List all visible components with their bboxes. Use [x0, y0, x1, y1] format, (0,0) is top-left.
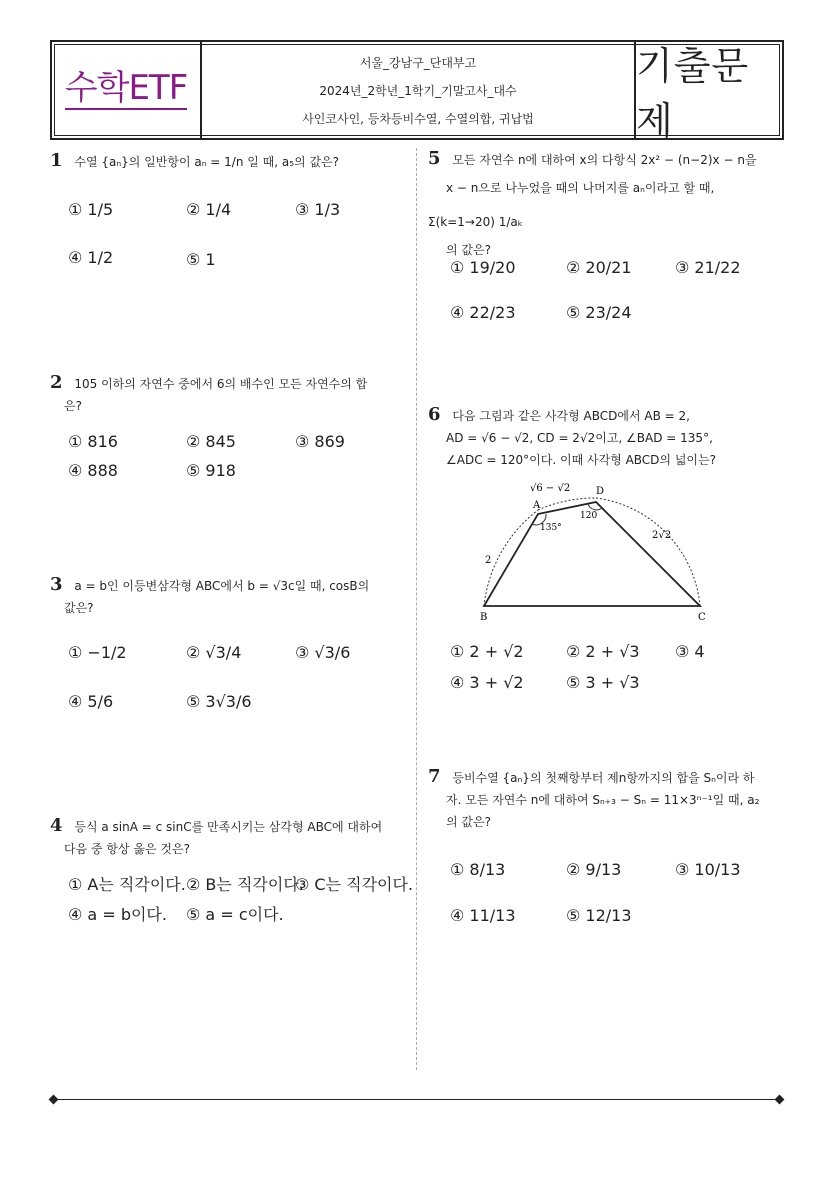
title-cell: [634, 42, 782, 143]
question-number: 4: [50, 815, 63, 836]
choice-3[interactable]: ③ 869: [295, 432, 345, 451]
question-text-line1: 105 이하의 자연수 중에서 6의 배수인 모든 자연수의 합: [74, 377, 368, 391]
label-b: B: [480, 612, 488, 623]
choice-3[interactable]: ③ 4: [675, 642, 705, 661]
choice-4[interactable]: ④ 11/13: [450, 906, 516, 925]
exam-name: 2024년_2학년_1학기_기말고사_대수: [319, 83, 517, 98]
choice-1[interactable]: ① A는 직각이다.: [68, 875, 186, 894]
label-c: C: [698, 612, 706, 623]
choice-5[interactable]: ⑤ a = c이다.: [186, 905, 284, 924]
question-text-line1: a = b인 이등변삼각형 ABC에서 b = √3c일 때, cosB의: [74, 579, 370, 593]
choice-5[interactable]: ⑤ 918: [186, 461, 236, 480]
exam-header: [50, 40, 784, 143]
choice-3[interactable]: ③ 10/13: [675, 860, 741, 879]
question-text-line3: 의 값은?: [446, 815, 491, 829]
choice-4[interactable]: ④ 1/2: [68, 248, 114, 267]
label-angle-d: 120: [580, 511, 598, 521]
question-number: 2: [50, 372, 63, 393]
choice-3[interactable]: ③ 1/3: [295, 200, 341, 219]
label-ad: √6 − √2: [530, 483, 571, 494]
choice-5[interactable]: ⑤ 23/24: [566, 303, 632, 322]
choice-3[interactable]: ③ 21/22: [675, 258, 741, 277]
choice-1[interactable]: ① 1/5: [68, 200, 114, 219]
choice-1[interactable]: ① 2 + √2: [450, 642, 524, 661]
label-d: D: [596, 486, 605, 497]
question-7: [428, 766, 778, 833]
choice-1[interactable]: ① 8/13: [450, 860, 506, 879]
question-4: [50, 815, 400, 860]
choice-2[interactable]: ② 2 + √3: [566, 642, 640, 661]
question-text-line1: 다음 그림과 같은 사각형 ABCD에서 AB = 2,: [452, 409, 690, 423]
question-6: [428, 404, 778, 471]
label-cd: 2√2: [652, 530, 672, 541]
choice-5[interactable]: ⑤ 1: [186, 250, 216, 269]
choice-4[interactable]: ④ 5/6: [68, 692, 114, 711]
question-text-line1: 모든 자연수 n에 대하여 x의 다항식 2x² − (n−2)x − n을: [452, 153, 757, 167]
choice-5[interactable]: ⑤ 12/13: [566, 906, 632, 925]
brand-logo: [52, 42, 200, 138]
question-text-line2: AD = √6 − √2, CD = 2√2이고, ∠BAD = 135°,: [446, 431, 713, 445]
question-number: 7: [428, 766, 441, 787]
choice-2[interactable]: ② 1/4: [186, 200, 232, 219]
question-number: 6: [428, 404, 441, 425]
question-text-line2: x − n으로 나누었을 때의 나머지를 aₙ이라고 할 때, Σ(k=1→20) 1/aₖ: [428, 181, 715, 229]
logo-text: 수학ETF: [64, 68, 188, 109]
question-text-line1: 등식 a sinA = c sinC를 만족시키는 삼각형 ABC에 대하여: [74, 820, 383, 834]
choice-1[interactable]: ① 19/20: [450, 258, 516, 277]
question-text-line2: 은?: [64, 399, 82, 413]
choice-3[interactable]: ③ C는 직각이다.: [295, 875, 414, 894]
choice-5[interactable]: ⑤ 3√3/6: [186, 692, 252, 711]
choice-4[interactable]: ④ a = b이다.: [68, 905, 167, 924]
school-name: 서울_강남구_단대부고: [359, 55, 477, 70]
question-2: [50, 372, 395, 417]
exam-topics: 사인코사인, 등차등비수열, 수열의합, 귀납법: [302, 111, 534, 126]
question-text-line1: 등비수열 {aₙ}의 첫째항부터 제n항까지의 합을 Sₙ이라 하: [452, 771, 755, 785]
question-number: 5: [428, 148, 441, 169]
choice-4[interactable]: ④ 888: [68, 461, 118, 480]
question-5: [428, 148, 778, 261]
choice-3[interactable]: ③ √3/6: [295, 643, 351, 662]
question-text: 수열 {aₙ}의 일반항이 aₙ = 1/n 일 때, a₅의 값은?: [74, 155, 340, 169]
question-text-line2: 다음 중 항상 옳은 것은?: [64, 842, 190, 856]
choice-2[interactable]: ② 20/21: [566, 258, 632, 277]
question-1: [50, 150, 410, 173]
choice-1[interactable]: ① 816: [68, 432, 118, 451]
footer-left-diamond-icon: [49, 1095, 59, 1105]
question-3: [50, 574, 395, 619]
question-text-line2: 자. 모든 자연수 n에 대하여 Sₙ₊₃ − Sₙ = 11×3ⁿ⁻¹일 때, a₂: [446, 793, 760, 807]
page-title: 기출문제: [636, 44, 750, 143]
choice-2[interactable]: ② 845: [186, 432, 236, 451]
choice-4[interactable]: ④ 3 + √2: [450, 673, 524, 692]
label-angle-a: 135°: [540, 523, 562, 533]
choice-5[interactable]: ⑤ 3 + √3: [566, 673, 640, 692]
column-divider: [416, 148, 417, 1070]
question-text-line3: ∠ADC = 120°이다. 이때 사각형 ABCD의 넓이는?: [446, 453, 716, 467]
question-text-line2: 값은?: [64, 601, 94, 615]
choice-1[interactable]: ① −1/2: [68, 643, 127, 662]
footer-right-diamond-icon: [775, 1095, 785, 1105]
exam-info: [200, 42, 634, 138]
quadrilateral-figure: [470, 478, 720, 628]
footer-rule: [53, 1099, 781, 1100]
label-ab: 2: [485, 555, 492, 566]
label-a: A: [533, 500, 541, 511]
choice-2[interactable]: ② √3/4: [186, 643, 242, 662]
choice-2[interactable]: ② B는 직각이다.: [186, 875, 304, 894]
question-text-line3: 의 값은?: [446, 243, 491, 257]
choice-2[interactable]: ② 9/13: [566, 860, 622, 879]
question-number: 3: [50, 574, 63, 595]
question-number: 1: [50, 150, 63, 171]
choice-4[interactable]: ④ 22/23: [450, 303, 516, 322]
